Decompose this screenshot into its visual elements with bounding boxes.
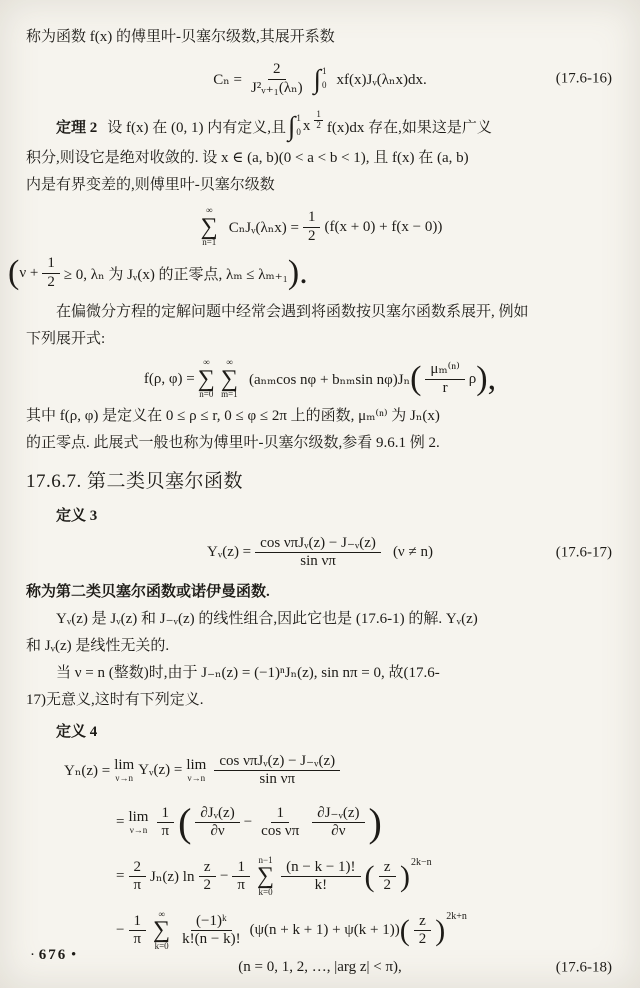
eq18c-f1-num: 2 [129, 859, 147, 877]
eq18b-f4-den: ∂ν [331, 823, 346, 840]
theorem2-int-lower: 0 [296, 127, 301, 138]
eq18c-exponent: 2k−n [411, 856, 432, 868]
open-paren: ( [410, 359, 422, 397]
eq18d-exponent: 2k+n [446, 910, 467, 922]
eq16-frac-num: 2 [268, 61, 286, 79]
eq18b-f2-num: ∂Jᵥ(z) [195, 805, 239, 823]
eq18a-lim2-sub: ν→n [187, 773, 206, 784]
eq18a-lim1-sub: ν→n [115, 773, 133, 784]
eq17-frac-num: cos νπJᵥ(z) − J₋ᵥ(z) [255, 535, 381, 553]
eq18c-f4-num: (n − k − 1)! [281, 859, 360, 877]
expand-sum1-upper: ∞ [203, 356, 210, 367]
neumann-line2: Yᵥ(z) 是 Jᵥ(z) 和 J₋ᵥ(z) 的线性组合,因此它也是 (17.6-1) 的解. Yᵥ(z) [56, 610, 478, 627]
eq18d-f3-den: 2 [418, 931, 427, 948]
sum-icon: ∑ [200, 213, 218, 240]
eq18d-f3-num: z [414, 913, 431, 931]
eq18d-sum-lower: k=0 [154, 941, 169, 952]
pde-para-line2: 下列展开式: [26, 331, 106, 347]
theorem2-exp-num: 1 [316, 109, 321, 120]
intro-line [26, 24, 614, 51]
eq18a-frac-num: cos νπJᵥ(z) − J₋ᵥ(z) [214, 753, 340, 771]
close-paren: ). [287, 253, 308, 291]
eq17-condition: (ν ≠ n) [392, 544, 433, 561]
eq17-number: (17.6-17) [555, 544, 612, 561]
eqsum-frac-den: 2 [307, 227, 316, 244]
expand-fraction [425, 361, 464, 397]
intro-text: 称为函数 f(x) 的傅里叶-贝塞尔级数,其展开系数 [26, 29, 335, 45]
equation-17-6-16 [26, 57, 614, 101]
eq18b-frac2 [195, 805, 239, 841]
eq16-int-lower: 0 [322, 80, 327, 91]
theorem2-label: 定理 2 [56, 119, 98, 136]
equation-condition [8, 251, 614, 295]
equation-18-line1 [26, 749, 614, 793]
eq18d-frac1 [128, 913, 146, 949]
eq18a-mid: Yᵥ(z) = [138, 762, 183, 779]
eq18d-minus: − [116, 922, 125, 939]
eq16-integral [314, 65, 327, 93]
eq18b-frac3 [256, 805, 304, 841]
eq18a-frac-den: sin νπ [259, 771, 296, 788]
expand-note-line1: 其中 f(ρ, φ) 是定义在 0 ≤ ρ ≤ r, 0 ≤ φ ≤ 2π 上的函数, μₘ⁽ⁿ⁾ 为 Jₙ(x) [26, 408, 440, 424]
lim-operator: lim [114, 757, 135, 774]
eq18b-f4-num: ∂J₋ᵥ(z) [312, 805, 364, 823]
eq18c-f1-den: π [133, 877, 142, 894]
eqsum-upper: ∞ [206, 204, 213, 215]
eq16-lhs: Cₙ = [213, 71, 242, 88]
eq18c-f4-den: k! [314, 877, 328, 894]
eq18c-f5-num: z [379, 859, 396, 877]
eq16-body: xf(x)Jᵥ(λₙx)dx. [336, 71, 427, 88]
eq18a-lhs: Yₙ(z) = [64, 763, 111, 780]
sum-icon: ∑ [257, 863, 275, 890]
eq18a-fraction [214, 753, 340, 789]
open-paren: ( [178, 799, 192, 845]
eq18b-f1-num: 1 [157, 805, 175, 823]
eq18b-lim [128, 810, 148, 835]
equation-fourier-bessel-sum [26, 205, 614, 249]
sum-icon: ∑ [153, 917, 171, 944]
equation-18-condition [26, 955, 614, 981]
close-paren: ) [368, 799, 382, 845]
theorem2-line3: 内是有界变差的,则傅里叶-贝塞尔级数 [26, 177, 275, 193]
eq18d-sigma [153, 910, 170, 953]
close-paren: ), [476, 359, 497, 397]
theorem2-exponent-fraction [311, 110, 326, 130]
eq16-fraction [246, 61, 308, 97]
eq18b-minus: − [243, 814, 253, 831]
open-paren: ( [8, 253, 20, 291]
eq18c-f2-num: z [199, 859, 216, 877]
neumann-line4: 当 ν = n (整数)时,由于 J₋ₙ(z) = (−1)ⁿJₙ(z), sin nπ = 0, 故(17.6- [56, 664, 440, 681]
eq16-integral-bounds [321, 65, 327, 93]
eq18b-f1-den: π [161, 823, 170, 840]
eqcond-pre: ν + [19, 264, 39, 281]
page-number [30, 947, 76, 964]
eq18c-frac1 [128, 859, 146, 895]
close-paren: ) [400, 860, 411, 894]
eq18d-frac2 [177, 913, 245, 949]
eq18b-f3-den: cos νπ [261, 823, 300, 840]
eq16-number: (17.6-16) [555, 70, 612, 87]
eq18b-f3-num: 1 [271, 805, 289, 823]
lim-operator: lim [128, 809, 149, 826]
section-heading: 17.6.7. 第二类贝塞尔函数 [26, 471, 244, 492]
expand-sigma1 [198, 358, 215, 401]
eq18c-sigma [257, 856, 274, 899]
open-paren: ( [399, 914, 410, 948]
integral-icon: ∫ [288, 110, 296, 141]
neumann-line3: 和 Jᵥ(z) 是线性无关的. [26, 637, 170, 654]
eq18c-f3-num: 1 [232, 859, 250, 877]
eqsum-mid: CₙJᵥ(λₙx) = [228, 219, 299, 236]
equation-17-6-17 [26, 531, 614, 575]
eq18b-lim-sub: ν→n [129, 825, 148, 836]
expand-rho: ρ [468, 370, 477, 387]
eq18c-equals: = [116, 868, 125, 885]
expand-mid: (aₙₘcos nφ + bₙₘsin nφ)Jₙ [248, 371, 411, 388]
sum-icon: ∑ [197, 365, 215, 392]
eq18c-frac5 [379, 859, 397, 895]
eq18c-sum-lower: k=0 [258, 887, 273, 898]
page-number-left-mark: · [30, 947, 35, 963]
eqcond-tail: ≥ 0, λₙ 为 Jᵥ(x) 的正零点, λₘ ≤ λₘ₊₁ [63, 266, 288, 283]
eq18d-f2-num: (−1)ᵏ [191, 913, 232, 931]
expand-sum2-lower: m=1 [221, 389, 238, 400]
expand-sum1-lower: n=0 [199, 389, 214, 400]
eq16-int-upper: 1 [322, 65, 327, 76]
eq17-fraction [255, 535, 381, 571]
eq18b-equals: = [116, 814, 125, 831]
eqcond-frac-den: 2 [47, 273, 55, 290]
lim-operator: lim [186, 757, 207, 774]
eq18d-mid: (ψ(n + k + 1) + ψ(k + 1)) [249, 922, 400, 939]
eq17-frac-den: sin νπ [300, 553, 336, 570]
eq17-lhs: Yᵥ(z) = [207, 544, 252, 561]
eqsum-tail: (f(x + 0) + f(x − 0)) [324, 218, 443, 235]
expand-sum2-upper: ∞ [226, 356, 233, 367]
eq18c-f5-den: 2 [383, 877, 392, 894]
page-number-value: 676 [38, 947, 68, 963]
expand-lhs: f(ρ, φ) = [143, 370, 195, 387]
eq18d-frac3 [414, 913, 432, 949]
definition3-label: 定义 3 [56, 507, 98, 524]
equation-expansion [26, 357, 614, 401]
eq18c-f2-den: 2 [203, 877, 211, 894]
eq18-number: (17.6-18) [555, 959, 612, 976]
theorem2-int-upper: 1 [296, 112, 301, 123]
open-paren: ( [364, 860, 375, 894]
pde-para-line1: 在偏微分方程的定解问题中经常会遇到将函数按贝塞尔函数系展开, 例如 [56, 304, 529, 320]
expand-frac-den: r [442, 379, 448, 396]
eq18a-lim1 [114, 758, 134, 783]
eq18d-f2-den: k!(n − k)! [182, 931, 241, 948]
eqsum-frac-num: 1 [303, 209, 321, 227]
theorem2-exp-den: 2 [316, 119, 321, 130]
close-paren: ) [435, 914, 446, 948]
eq18c-frac3 [232, 859, 250, 895]
equation-18-line4 [26, 909, 614, 953]
eq18c-frac2 [198, 859, 216, 895]
definition4-label: 定义 4 [56, 723, 98, 740]
expand-sigma2 [221, 358, 238, 401]
eq16-frac-den: J²ᵥ₊₁(λₙ) [250, 79, 303, 96]
neumann-line1: 称为第二类贝塞尔函数或诺伊曼函数. [26, 583, 270, 600]
theorem2-line1 [26, 109, 614, 143]
eqsum-lower: n=1 [202, 237, 217, 248]
equation-18-line2 [26, 801, 614, 845]
eq18c-minus: − [219, 868, 229, 885]
eq18d-f1-den: π [133, 931, 142, 948]
eqcond-fraction [42, 255, 60, 291]
eq18c-mid1: Jₙ(z) ln [150, 869, 195, 886]
theorem2-integral [288, 112, 301, 140]
equation-18-line3 [26, 855, 614, 899]
eq18b-frac1 [156, 805, 174, 841]
theorem2-text-b: f(x)dx 存在,如果这是广义 [326, 119, 492, 136]
expand-frac-num: μₘ⁽ⁿ⁾ [425, 361, 464, 379]
integral-icon: ∫ [313, 63, 322, 94]
eq18c-sum-upper: n−1 [258, 854, 273, 865]
eq18a-lim2 [186, 758, 206, 783]
eq18c-f3-den: π [237, 877, 245, 894]
theorem2-integral-bounds [295, 112, 301, 140]
page-number-right-mark: • [71, 947, 77, 963]
theorem2-line2: 积分,则设它是绝对收敛的. 设 x ∈ (a, b)(0 < a < b < 1), 且 f(x) 在 (a, b) [26, 150, 469, 166]
eq18b-frac4 [312, 805, 364, 841]
neumann-line5: 17)无意义,这时有下列定义. [26, 691, 204, 708]
theorem2-text-a: 设 f(x) 在 (0, 1) 内有定义,且 [107, 119, 286, 136]
theorem2-var: x [302, 117, 311, 134]
eqsum-sigma [201, 206, 218, 249]
sum-icon: ∑ [220, 365, 238, 392]
expand-note-line2: 的正零点. 此展式一般也称为傅里叶-贝塞尔级数,参看 9.6.1 例 2. [26, 435, 440, 451]
eq18d-sum-upper: ∞ [158, 908, 165, 919]
eq18d-f1-num: 1 [129, 913, 147, 931]
eq18e-condition: (n = 0, 1, 2, …, |arg z| < π), [238, 959, 402, 976]
eq18c-frac4 [281, 859, 360, 895]
eqcond-frac-num: 1 [42, 255, 60, 273]
eq18b-f2-den: ∂ν [210, 823, 225, 840]
eqsum-fraction [303, 209, 321, 245]
